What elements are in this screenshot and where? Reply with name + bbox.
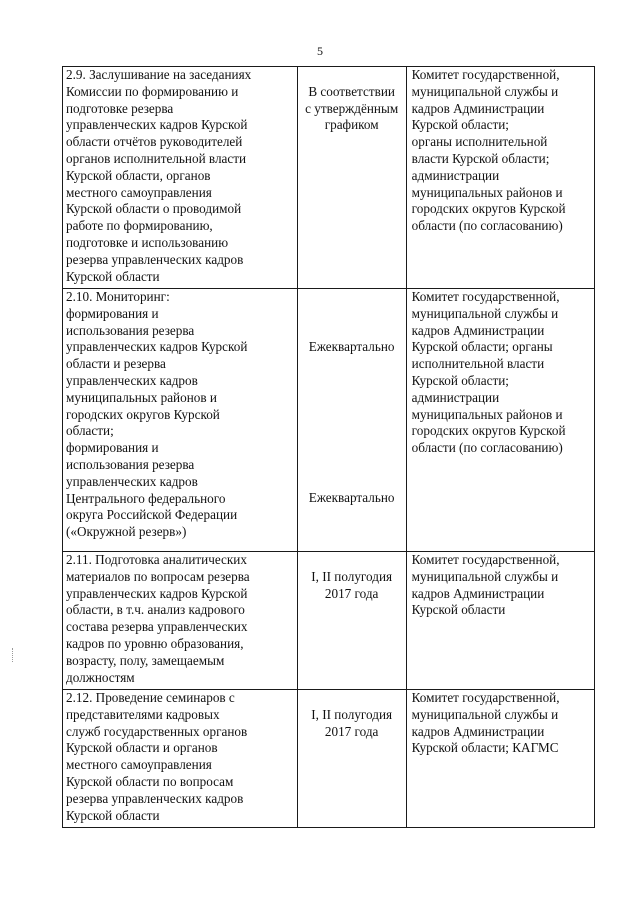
table-row — [63, 289, 595, 552]
page-number: 5 — [317, 44, 323, 58]
term-text: Ежеквартально — [308, 489, 395, 505]
table-row — [63, 690, 595, 828]
term-text: I, II полугодия 2017 года — [311, 706, 393, 739]
term-cell — [297, 552, 406, 690]
term-text: В соответствии с утверждённым графиком — [305, 83, 399, 133]
task-cell: 2.9. Заслушивание на заседаниях Комиссии по формированию и подготовке резерва управленческих кадров Курской области отчётов руководителей органов исполнительной власти Курской области, органов местного самоуправления Курской области о проводимой работе по формированию, подготовке и использованию резерва управленческих кадров Курской области — [63, 67, 298, 289]
table-row — [63, 67, 595, 289]
plan-table — [62, 66, 595, 828]
executor-cell: Комитет государственной, муниципальной службы и кадров Администрации Курской области; КАГМС — [406, 690, 594, 828]
term-text: I, II полугодия 2017 года — [311, 568, 393, 601]
task-cell: 2.12. Проведение семинаров с представителями кадровых служб государственных органов Курской области и органов местного самоуправления Курской области по вопросам резерва управленческих кадров Курской области — [63, 690, 298, 828]
task-cell: 2.10. Мониторинг: формирования и использования резерва управленческих кадров Курской области и резерва управленческих кадров муниципальных районов и городских округов Курской области; формирования и использования резерва управленческих кадров Центрального федерального округа Российской Федерации («Окружной резерв») — [63, 289, 298, 552]
executor-cell: Комитет государственной, муниципальной службы и кадров Администрации Курской области; органы исполнительной власти Курской области; администрации муниципальных районов и городских округов Курской области (по согласованию) — [406, 289, 594, 552]
scan-margin-mark — [12, 648, 16, 662]
term-cell — [297, 289, 406, 552]
executor-cell: Комитет государственной, муниципальной службы и кадров Администрации Курской области — [406, 552, 594, 690]
executor-cell: Комитет государственной, муниципальной службы и кадров Администрации Курской области; органы исполнительной власти Курской области; администрации муниципальных районов и городских округов Курской области (по согласованию) — [406, 67, 594, 289]
table-row — [63, 552, 595, 690]
term-cell — [297, 67, 406, 289]
term-cell — [297, 690, 406, 828]
term-text: Ежеквартально — [308, 339, 395, 355]
task-cell: 2.11. Подготовка аналитических материалов по вопросам резерва управленческих кадров Курской области, в т.ч. анализ кадрового состава резерва управленческих кадров по уровню образования, возрасту, полу, замещаемым должностям — [63, 552, 298, 690]
